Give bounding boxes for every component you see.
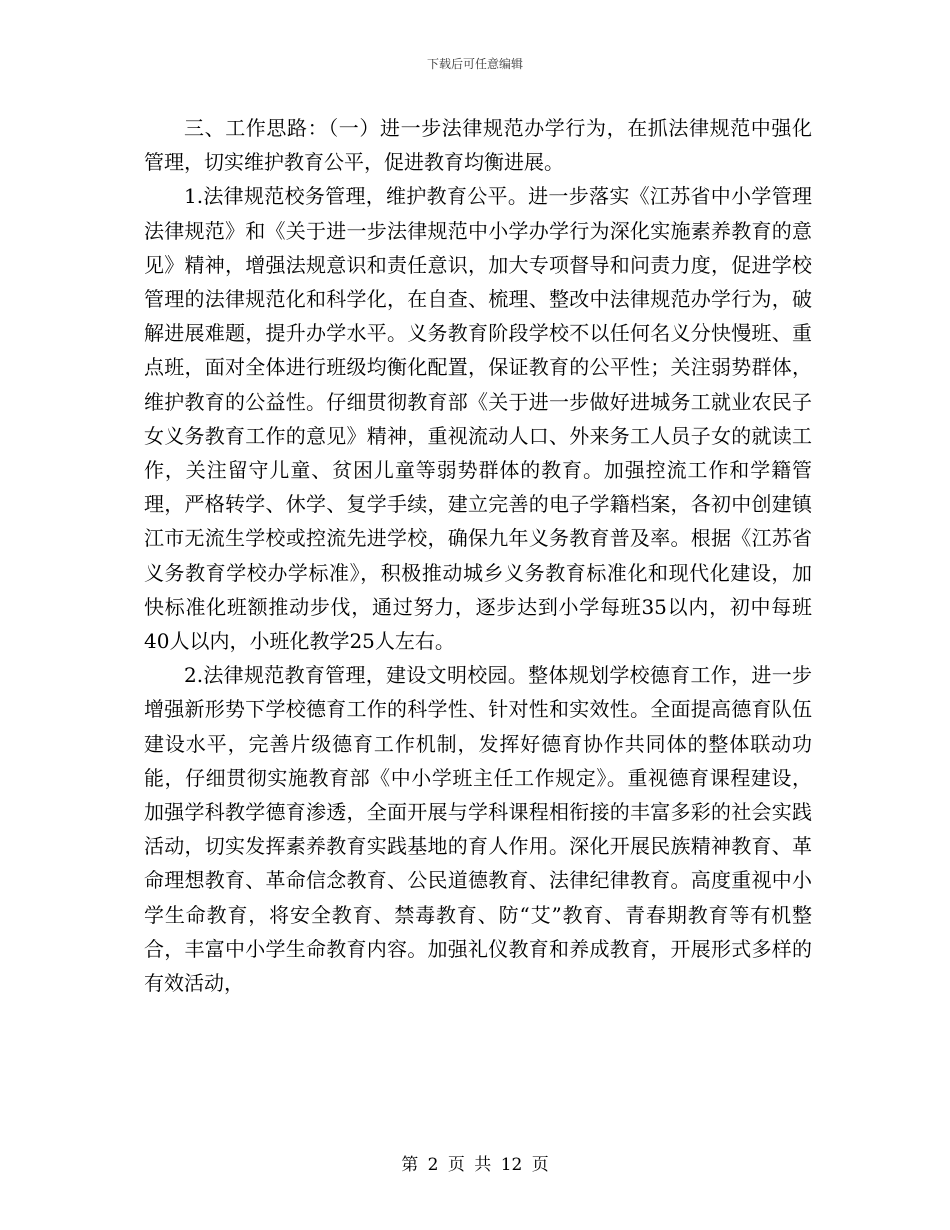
document-body xyxy=(144,111,812,1000)
page-header: 下载后可任意编辑 xyxy=(426,57,523,71)
page-number: 第 2 页 共 12 页 xyxy=(401,1155,549,1175)
paragraph-section-heading: 三、工作思路：（一）进一步法律规范办学行为，在抓法律规范中强化管理，切实维护教育公平，促进教育均衡进展。 xyxy=(144,116,812,175)
paragraph-item-1: 1.法律规范校务管理，维护教育公平。进一步落实《江苏省中小学管理法律规范》和《关于进一步法律规范中小学办学行为深化实施素养教育的意见》精神，增强法规意识和责任意识，加大专项督导和问责力度，促进学校管理的法律规范化和科学化，在自查、梳理、整改中法律规范办学行为，破解进展难题，提升办学水平。义务教育阶段学校不以任何名义分快慢班、重点班，面对全体进行班级均衡化配置，保证教育的公平性；关注弱势群体，维护教育的公益性。仔细贯彻教育部《关于进一步做好进城务工就业农民子女义务教育工作的意见》精神，重视流动人口、外来务工人员子女的就读工作，关注留守儿童、贫困儿童等弱势群体的教育。加强控流工作和学籍管理，严格转学、休学、复学手续，建立完善的电子学籍档案，各初中创建镇江市无流生学校或控流先进学校，确保九年义务教育普及率。根据《江苏省义务教育学校办学标准》，积极推动城乡义务教育标准化和现代化建设，加快标准化班额推动步伐，通过努力，逐步达到小学每班35以内，初中每班40人以内，小班化教学25人左右。 xyxy=(144,184,812,654)
paragraph-item-2: 2.法律规范教育管理，建设文明校园。整体规划学校德育工作，进一步增强新形势下学校德育工作的科学性、针对性和实效性。全面提高德育队伍建设水平，完善片级德育工作机制，发挥好德育协作共同体的整体联动功能，仔细贯彻实施教育部《中小学班主任工作规定》。重视德育课程建设，加强学科教学德育渗透，全面开展与学科课程相衔接的丰富多彩的社会实践活动，切实发挥素养教育实践基地的育人作用。深化开展民族精神教育、革命理想教育、革命信念教育、公民道德教育、法律纪律教育。高度重视中小学生命教育，将安全教育、禁毒教育、防“艾”教育、青春期教育等有机整合，丰富中小学生命教育内容。加强礼仪教育和养成教育，开展形式多样的有效活动， xyxy=(144,663,812,996)
